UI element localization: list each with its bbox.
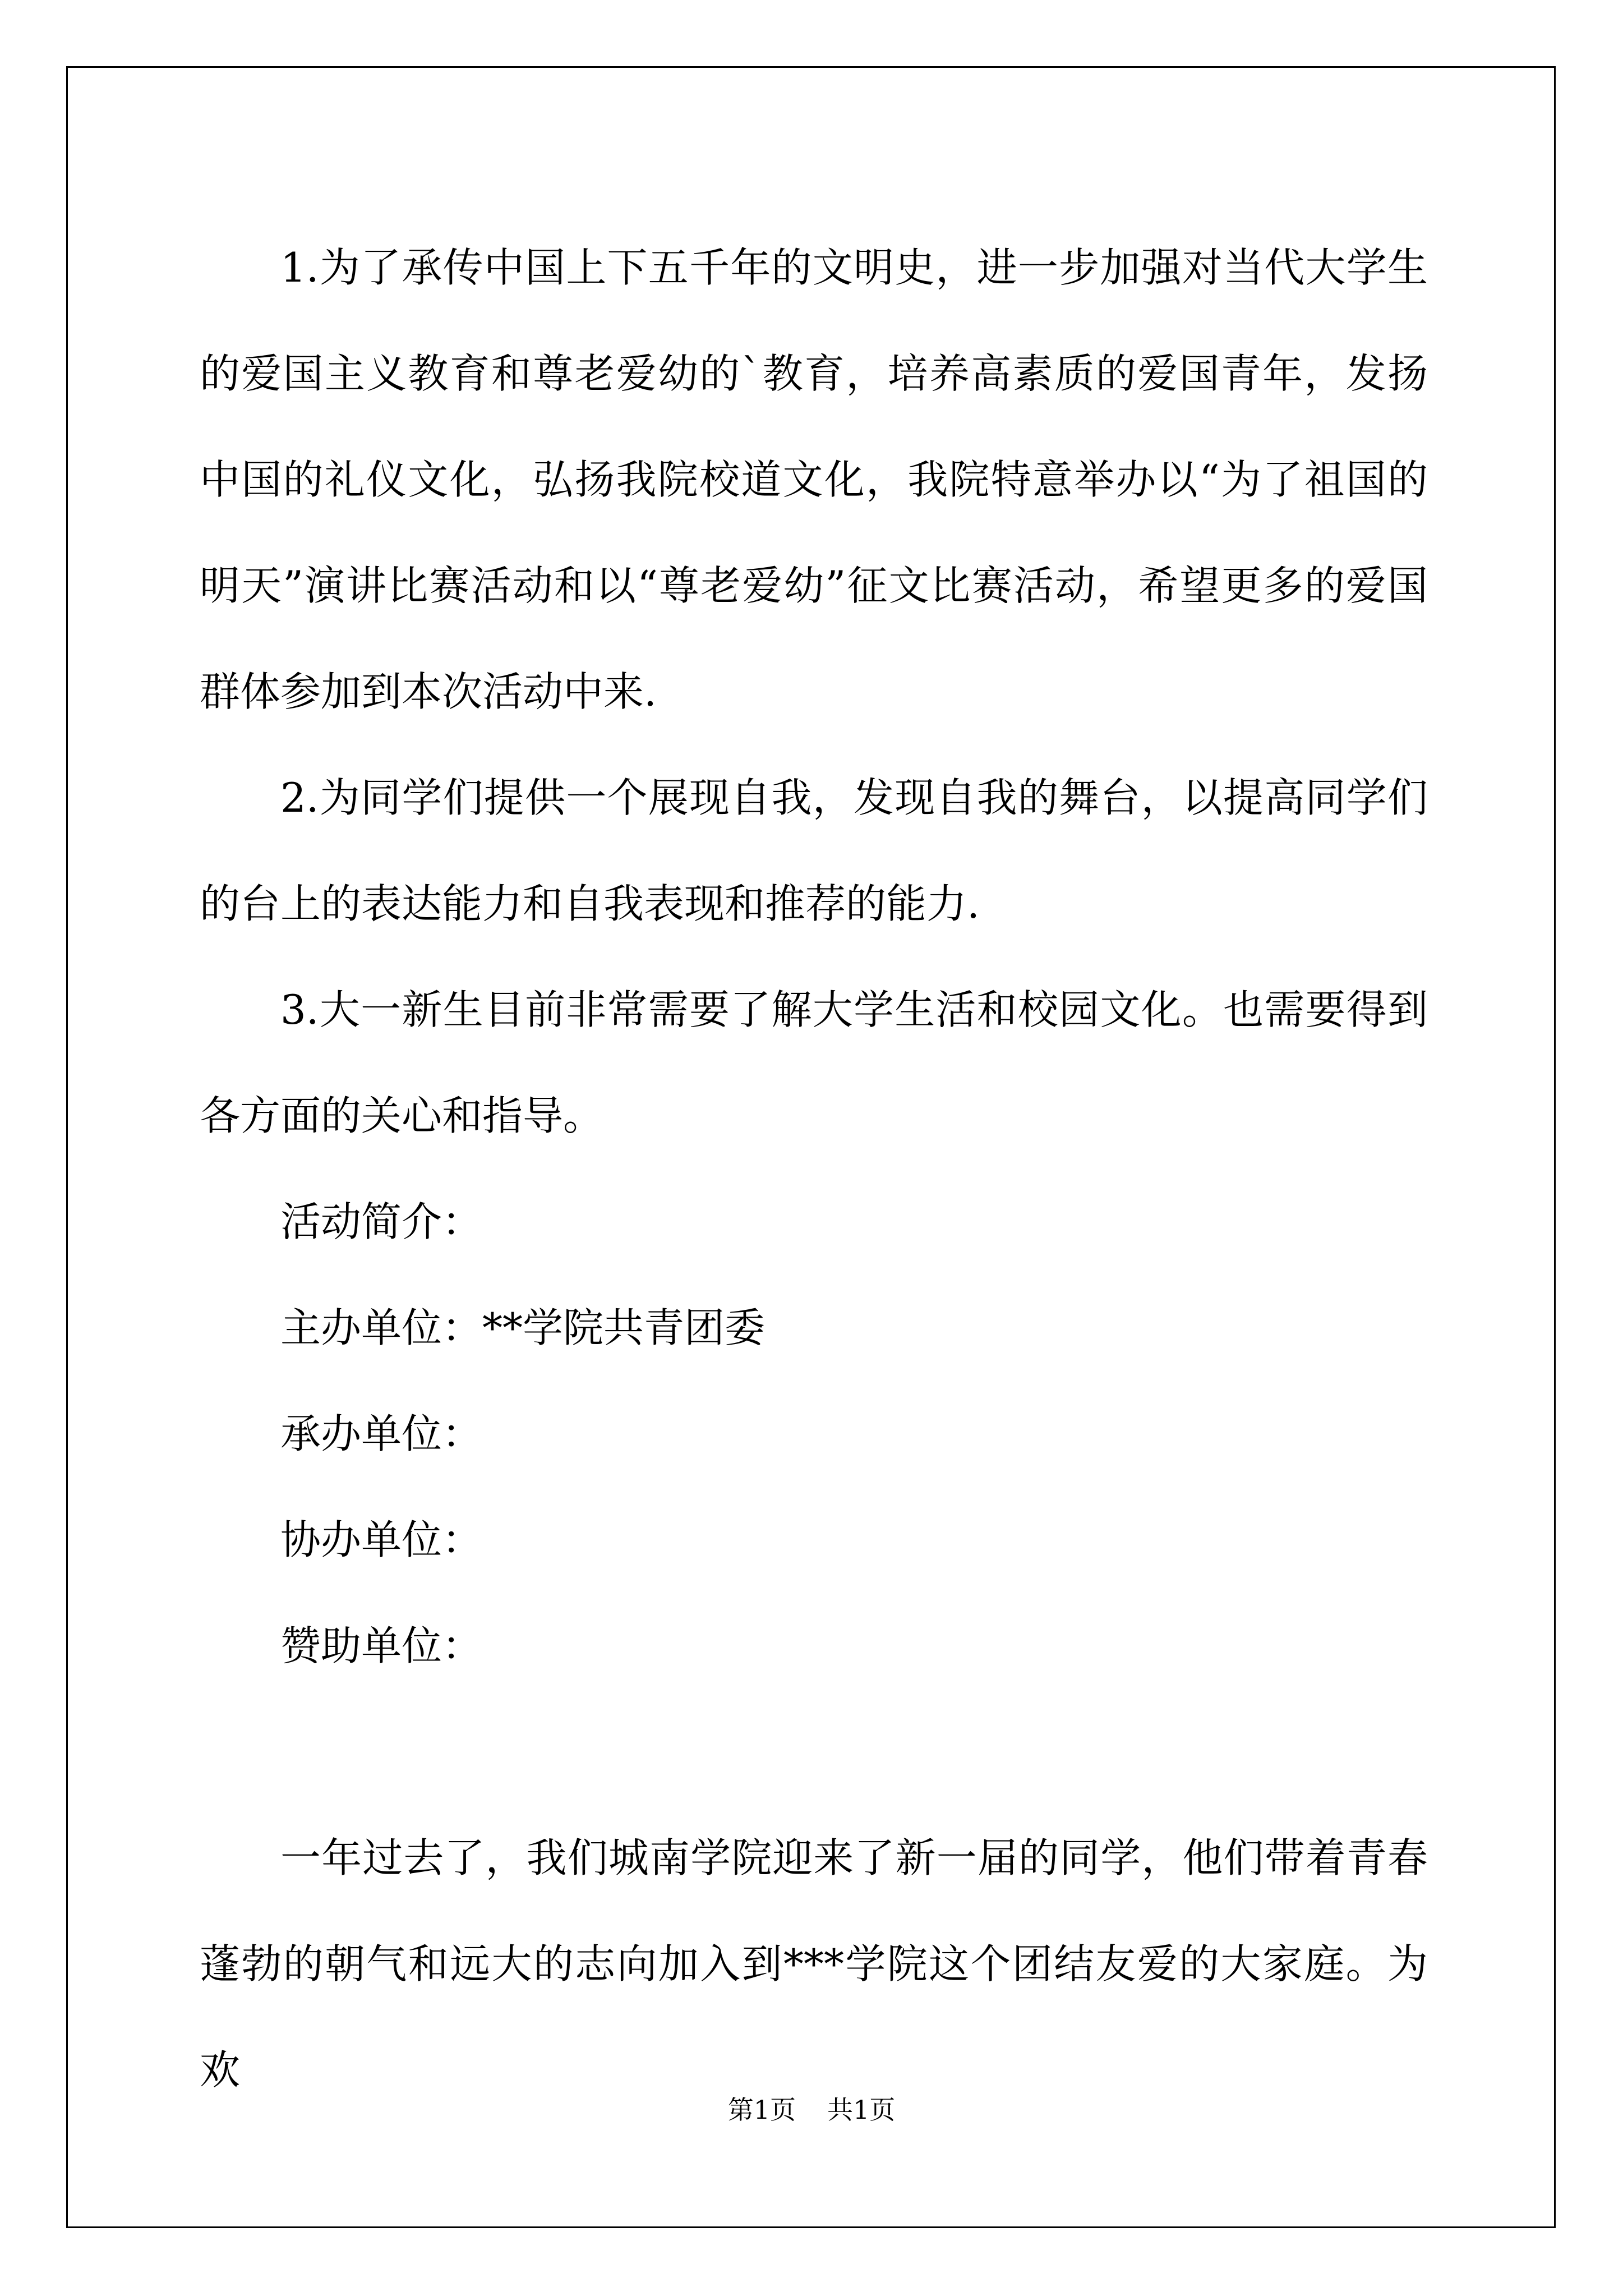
paragraph-purpose-1: 1.为了承传中国上下五千年的文明史，进一步加强对当代大学生的爱国主义教育和尊老爱幼的`教育，培养高素质的爱国青年，发扬中国的礼仪文化，弘扬我院校道文化，我院特意举办以“为了祖国的明天”演讲比赛活动和以“尊老爱幼”征文比赛活动，希望更多的爱国群体参加到本次活动中来. bbox=[200, 244, 1428, 715]
paragraph-purpose-2: 2.为同学们提供一个展现自我，发现自我的舞台，以提高同学们的台上的表达能力和自我表现和推荐的能力. bbox=[200, 774, 1428, 927]
paragraph-co-organizer: 协办单位： bbox=[280, 1516, 483, 1563]
paragraph-activity-intro: 活动简介： bbox=[280, 1198, 483, 1245]
paragraph-purpose-3: 3.大一新生目前非常需要了解大学生活和校园文化。也需要得到各方面的关心和指导。 bbox=[200, 986, 1428, 1139]
document-body bbox=[200, 215, 1428, 2123]
paragraph-undertaker: 承办单位： bbox=[280, 1410, 483, 1457]
page-number-current: 第1页 bbox=[727, 2095, 796, 2125]
paragraph-sponsor: 赞助单位： bbox=[280, 1622, 483, 1669]
page-number-total: 共1页 bbox=[827, 2095, 896, 2125]
paragraph-organizer: 主办单位：**学院共青团委 bbox=[280, 1304, 766, 1351]
page-footer bbox=[0, 2090, 1623, 2127]
paragraph-closing: 一年过去了，我们城南学院迎来了新一届的同学，他们带着青春蓬勃的朝气和远大的志向加入到***学院这个团结友爱的大家庭。为欢 bbox=[200, 1834, 1428, 2093]
paragraph-gap bbox=[200, 1699, 1428, 1805]
